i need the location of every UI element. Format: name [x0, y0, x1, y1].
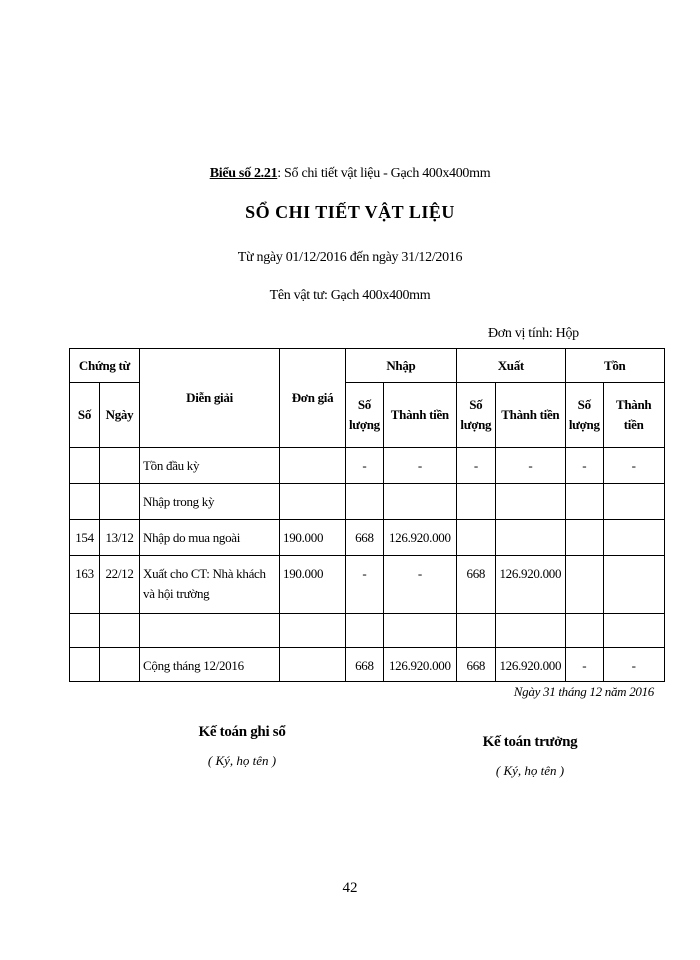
- table-row-total: [70, 648, 665, 682]
- cell-export-qty: -: [456, 448, 495, 484]
- cell-description: Tồn đầu kỳ: [140, 448, 280, 484]
- chief-accountant-role: Kế toán trưởng: [482, 734, 578, 750]
- ledger-table: [69, 348, 665, 682]
- cell-balance-amount: -: [603, 448, 664, 484]
- cell-unit-price: [280, 448, 346, 484]
- unit-of-measure: Đơn vị tính: Hộp: [488, 326, 579, 341]
- cell-import-amount: [383, 614, 456, 648]
- header-import-amount: Thành tiền: [383, 383, 456, 448]
- document-title: SỔ CHI TIẾT VẬT LIỆU: [245, 202, 455, 222]
- cell-import-amount: [383, 484, 456, 520]
- table-row: [70, 614, 665, 648]
- bookkeeper-role: Kế toán ghi sổ: [198, 724, 286, 740]
- cell-export-qty: 668: [456, 556, 495, 614]
- header-voucher-date: Ngày: [100, 383, 140, 448]
- header-balance: Tồn: [565, 349, 664, 383]
- table-row: [70, 556, 665, 614]
- cell-balance-amount: [603, 520, 664, 556]
- material-name: Tên vật tư: Gạch 400x400mm: [269, 288, 431, 303]
- cell-description: Xuất cho CT: Nhà khách và hội trường: [140, 556, 280, 614]
- cell-balance-qty: -: [565, 448, 603, 484]
- caption-label: Biểu số 2.21: [209, 166, 278, 181]
- cell-balance-qty: -: [565, 648, 603, 682]
- signature-block-bookkeeper: [152, 724, 332, 769]
- cell-export-qty: [456, 484, 495, 520]
- cell-balance-qty: [565, 614, 603, 648]
- cell-description: [140, 614, 280, 648]
- date-range: Từ ngày 01/12/2016 đến ngày 31/12/2016: [237, 250, 463, 265]
- table-row: [70, 448, 665, 484]
- cell-export-qty: [456, 520, 495, 556]
- cell-import-amount: -: [383, 448, 456, 484]
- cell-import-qty: -: [346, 556, 384, 614]
- cell-unit-price: 190.000: [280, 520, 346, 556]
- cell-export-amount: [495, 520, 565, 556]
- cell-import-qty: -: [346, 448, 384, 484]
- cell-import-amount: 126.920.000: [383, 648, 456, 682]
- cell-export-amount: -: [495, 448, 565, 484]
- header-description: Diễn giải: [140, 349, 280, 448]
- cell-date: [100, 484, 140, 520]
- cell-export-amount: 126.920.000: [495, 556, 565, 614]
- cell-balance-amount: [603, 614, 664, 648]
- cell-balance-amount: -: [603, 648, 664, 682]
- table-row: [70, 484, 665, 520]
- cell-date: 13/12: [100, 520, 140, 556]
- cell-export-amount: [495, 484, 565, 520]
- cell-export-amount: 126.920.000: [495, 648, 565, 682]
- cell-export-amount: [495, 614, 565, 648]
- cell-import-amount: -: [383, 556, 456, 614]
- caption-text: : Sổ chi tiết vật liệu - Gạch 400x400mm: [277, 166, 491, 181]
- cell-unit-price: [280, 484, 346, 520]
- cell-import-qty: [346, 614, 384, 648]
- header-export: Xuất: [456, 349, 565, 383]
- header-voucher: Chứng từ: [70, 349, 140, 383]
- cell-export-qty: 668: [456, 648, 495, 682]
- cell-import-qty: 668: [346, 520, 384, 556]
- cell-no: 154: [70, 520, 100, 556]
- cell-balance-qty: [565, 520, 603, 556]
- header-unit-price: Đơn giá: [280, 349, 346, 448]
- cell-balance-qty: [565, 556, 603, 614]
- cell-no: [70, 614, 100, 648]
- cell-date: [100, 448, 140, 484]
- cell-date: [100, 614, 140, 648]
- cell-unit-price: [280, 614, 346, 648]
- cell-unit-price: [280, 648, 346, 682]
- cell-date: 22/12: [100, 556, 140, 614]
- cell-description: Nhập trong kỳ: [140, 484, 280, 520]
- header-voucher-no: Số: [70, 383, 100, 448]
- header-import-qty: Số lượng: [346, 383, 384, 448]
- cell-unit-price: 190.000: [280, 556, 346, 614]
- cell-date: [100, 648, 140, 682]
- page-number: 42: [342, 880, 358, 896]
- cell-description: Cộng tháng 12/2016: [140, 648, 280, 682]
- bookkeeper-signature-note: ( Ký, họ tên ): [207, 753, 277, 768]
- cell-import-qty: 668: [346, 648, 384, 682]
- cell-import-amount: 126.920.000: [383, 520, 456, 556]
- signature-block-chief-accountant: [440, 734, 620, 779]
- signing-date: Ngày 31 tháng 12 năm 2016: [513, 684, 654, 699]
- header-import: Nhập: [346, 349, 457, 383]
- cell-balance-amount: [603, 484, 664, 520]
- cell-import-qty: [346, 484, 384, 520]
- cell-balance-amount: [603, 556, 664, 614]
- table-row: [70, 520, 665, 556]
- cell-no: [70, 648, 100, 682]
- cell-no: [70, 484, 100, 520]
- cell-export-qty: [456, 614, 495, 648]
- header-export-qty: Số lượng: [456, 383, 495, 448]
- figure-caption: [0, 166, 700, 182]
- cell-no: [70, 448, 100, 484]
- header-balance-qty: Số lượng: [565, 383, 603, 448]
- cell-no: 163: [70, 556, 100, 614]
- chief-accountant-signature-note: ( Ký, họ tên ): [495, 763, 565, 778]
- header-balance-amount: Thành tiền: [603, 383, 664, 448]
- cell-balance-qty: [565, 484, 603, 520]
- cell-description: Nhập do mua ngoài: [140, 520, 280, 556]
- header-export-amount: Thành tiền: [495, 383, 565, 448]
